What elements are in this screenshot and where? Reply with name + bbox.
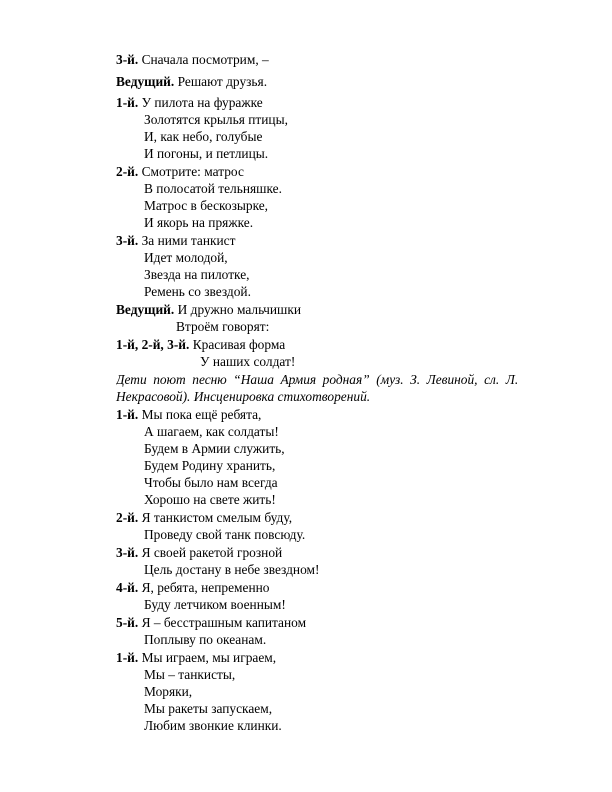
speaker-label: 3-й.: [116, 545, 139, 560]
speaker-label: 1-й.: [116, 95, 139, 110]
verse-line: [144, 562, 319, 578]
speaker-line: [116, 337, 285, 353]
line-text: Мы ракеты запускаем,: [144, 701, 273, 716]
speaker-label: 2-й.: [116, 510, 139, 525]
line-text: Поплыву по океанам.: [144, 632, 267, 647]
speaker-line: [116, 164, 244, 180]
line-text: Мы – танкисты,: [144, 667, 236, 682]
verse-line: [144, 492, 276, 508]
line-text: Цель достану в небе звездном!: [144, 562, 320, 577]
line-text: Решают друзья.: [174, 74, 268, 89]
line-text: И дружно мальчишки: [174, 302, 302, 317]
verse-line: [144, 684, 192, 700]
verse-line: [144, 597, 286, 613]
speaker-label: 1-й, 2-й, 3-й.: [116, 337, 190, 352]
speaker-line: [116, 74, 267, 90]
verse-line: [144, 250, 228, 266]
verse-line: [144, 475, 278, 491]
verse-line: [144, 527, 305, 543]
verse-line: [144, 284, 251, 300]
verse-line: [144, 718, 282, 734]
verse-line: [200, 354, 295, 370]
speaker-label: Ведущий.: [116, 74, 175, 89]
line-text: Я – бесстрашным капитаном: [138, 615, 307, 630]
verse-line: [144, 701, 272, 717]
line-text: Моряки,: [144, 684, 193, 699]
verse-line: [144, 198, 268, 214]
stage-direction-line: [116, 389, 370, 405]
line-text: За ними танкист: [138, 233, 236, 248]
line-text: Идет молодой,: [144, 250, 228, 265]
verse-line: [144, 632, 266, 648]
speaker-label: 1-й.: [116, 407, 139, 422]
speaker-line: [116, 615, 306, 631]
line-text: Буду летчиком военным!: [144, 597, 286, 612]
speaker-line: [116, 580, 269, 596]
line-text: Матрос в бескозырке,: [144, 198, 269, 213]
speaker-label: 1-й.: [116, 650, 139, 665]
verse-line: [144, 181, 282, 197]
line-text: Звезда на пилотке,: [144, 267, 250, 282]
line-text: Золотятся крылья птицы,: [144, 112, 288, 127]
speaker-line: [116, 302, 301, 318]
line-text: Я своей ракетой грозной: [138, 545, 283, 560]
speaker-line: [116, 545, 282, 561]
verse-line: [144, 215, 253, 231]
verse-line: [144, 267, 250, 283]
stage-direction-line: [116, 372, 570, 388]
verse-line: [176, 319, 269, 335]
speaker-line: [116, 52, 269, 68]
line-text: А шагаем, как солдаты!: [144, 424, 279, 439]
line-text: Я, ребята, непременно: [138, 580, 270, 595]
line-text: Проведу свой танк повсюду.: [144, 527, 306, 542]
speaker-line: [116, 407, 261, 423]
line-text: Втроём говорят:: [176, 319, 270, 334]
speaker-label: 5-й.: [116, 615, 139, 630]
line-text: И, как небо, голубые: [144, 129, 263, 144]
speaker-line: [116, 510, 292, 526]
line-text: Некрасовой). Инсценировка стихотворений.: [116, 389, 371, 404]
speaker-label: Ведущий.: [116, 302, 175, 317]
line-text: Любим звонкие клинки.: [144, 718, 282, 733]
line-text: Мы пока ещё ребята,: [138, 407, 262, 422]
line-text: У наших солдат!: [200, 354, 296, 369]
speaker-line: [116, 233, 235, 249]
line-text: Я танкистом смелым буду,: [138, 510, 293, 525]
line-text: Будем в Армии служить,: [144, 441, 285, 456]
line-text: И якорь на пряжке.: [144, 215, 254, 230]
line-text: Будем Родину хранить,: [144, 458, 276, 473]
line-text: Красивая форма: [189, 337, 286, 352]
speaker-label: 2-й.: [116, 164, 139, 179]
speaker-label: 4-й.: [116, 580, 139, 595]
speaker-label: 3-й.: [116, 52, 139, 67]
line-text: У пилота на фуражке: [138, 95, 263, 110]
verse-line: [144, 441, 285, 457]
verse-line: [144, 112, 288, 128]
line-text: Ремень со звездой.: [144, 284, 251, 299]
speaker-line: [116, 95, 263, 111]
verse-line: [144, 129, 262, 145]
speaker-label: 3-й.: [116, 233, 139, 248]
line-text: Чтобы было нам всегда: [144, 475, 278, 490]
line-text: Дети поют песню “Наша Армия родная” (муз. З. Левиной, сл. Л.: [116, 372, 519, 387]
speaker-line: [116, 650, 276, 666]
line-text: И погоны, и петлицы.: [144, 146, 269, 161]
line-text: Хорошо на свете жить!: [144, 492, 276, 507]
verse-line: [144, 146, 268, 162]
verse-line: [144, 667, 235, 683]
verse-line: [144, 458, 275, 474]
line-text: Сначала посмотрим, –: [138, 52, 269, 67]
verse-line: [144, 424, 279, 440]
line-text: В полосатой тельняшке.: [144, 181, 282, 196]
line-text: Мы играем, мы играем,: [138, 650, 277, 665]
line-text: Смотрите: матрос: [138, 164, 244, 179]
